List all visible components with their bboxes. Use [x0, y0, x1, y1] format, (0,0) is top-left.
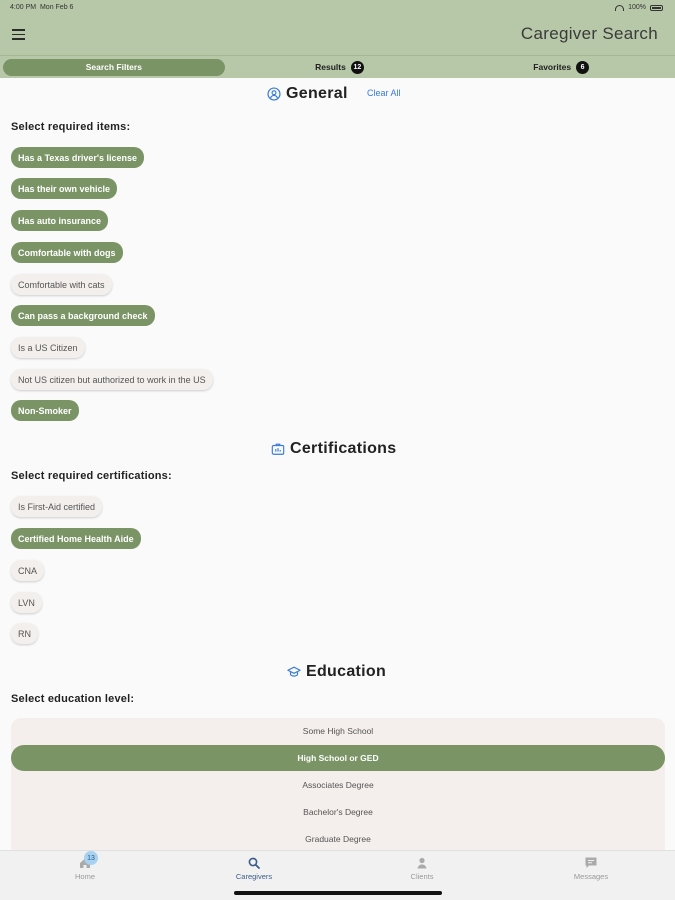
chip-label: CNA: [18, 565, 38, 576]
wifi-icon: [615, 5, 624, 11]
bottom-tab-label: Clients: [410, 872, 434, 881]
option-label: Some High School: [302, 726, 374, 736]
option-label: Graduate Degree: [305, 834, 371, 844]
chip-label: Is First-Aid certified: [18, 501, 96, 512]
general-prompt: Select required items:: [11, 121, 131, 133]
chip-label: Can pass a background check: [18, 310, 148, 321]
filter-chip[interactable]: [11, 369, 213, 390]
education-picker[interactable]: [11, 718, 665, 850]
education-option[interactable]: [11, 826, 665, 850]
tab-label: Search Filters: [85, 62, 142, 72]
section-title: Education: [306, 663, 387, 680]
home-icon: [78, 854, 95, 870]
filter-chip[interactable]: [11, 210, 108, 231]
filters-content[interactable]: [0, 78, 675, 850]
chip-label: Certified Home Health Aide: [18, 533, 134, 544]
education-option[interactable]: [11, 745, 665, 771]
tab-favorites[interactable]: [450, 59, 672, 76]
filter-chip[interactable]: [11, 147, 144, 168]
certifications-prompt: Select required certifications:: [11, 470, 172, 482]
filter-chip[interactable]: [11, 528, 141, 549]
bottom-tab-home[interactable]: [35, 856, 135, 888]
chip-label: RN: [18, 628, 31, 639]
filter-chip[interactable]: [11, 242, 123, 263]
chip-label: LVN: [18, 597, 35, 608]
education-option[interactable]: [11, 799, 665, 825]
tab-search-filters[interactable]: [3, 59, 225, 76]
chip-label: Has a Texas driver's license: [18, 152, 138, 163]
battery-icon: [650, 5, 663, 11]
option-label: Bachelor's Degree: [303, 807, 373, 817]
filter-chip[interactable]: [11, 560, 44, 581]
bottom-tab-clients[interactable]: [372, 856, 472, 888]
search-icon: [247, 856, 261, 870]
chip-label: Non-Smoker: [18, 405, 72, 416]
chip-label: Is a US Citizen: [18, 342, 78, 353]
tab-label: Favorites: [533, 62, 572, 72]
chip-label: Has auto insurance: [18, 215, 102, 226]
filter-chip[interactable]: [11, 496, 102, 517]
option-label: Associates Degree: [302, 780, 374, 790]
education-option[interactable]: [11, 718, 665, 744]
status-time: [10, 4, 73, 11]
section-title: General: [286, 85, 348, 102]
filter-chip[interactable]: [11, 400, 79, 421]
filter-chip[interactable]: [11, 337, 85, 358]
tab-label: Results: [315, 62, 346, 72]
education-prompt: Select education level:: [11, 693, 135, 705]
graduation-cap-icon: [287, 665, 301, 679]
page-title: Caregiver Search: [520, 24, 658, 43]
education-option[interactable]: [11, 772, 665, 798]
chip-label: Comfortable with dogs: [18, 247, 116, 258]
filter-chip[interactable]: [11, 178, 117, 199]
tab-results[interactable]: [229, 59, 451, 76]
home-notification-badge: 13: [84, 851, 98, 865]
chat-icon: [584, 856, 598, 870]
clock: 4:00 PM: [10, 4, 37, 11]
menu-icon[interactable]: [12, 29, 25, 40]
filter-chip[interactable]: [11, 274, 112, 295]
filter-chip[interactable]: [11, 592, 42, 613]
chip-label: Not US citizen but authorized to work in the US: [18, 374, 206, 385]
option-label: High School or GED: [297, 753, 379, 763]
date: Mon Feb 6: [39, 4, 74, 11]
section-title: Certifications: [290, 440, 397, 457]
battery-percent: 100%: [628, 4, 646, 11]
favorites-count-badge: 6: [576, 61, 589, 74]
bottom-tab-label: Caregivers: [235, 872, 273, 881]
results-count-badge: 12: [351, 61, 364, 74]
chip-label: Has their own vehicle: [18, 183, 111, 194]
app-header: [0, 0, 675, 55]
bottom-tab-caregivers[interactable]: [204, 856, 304, 888]
status-indicators: [615, 4, 663, 11]
general-heading: [267, 85, 348, 103]
education-heading: [287, 663, 386, 681]
clear-all-link[interactable]: Clear All: [367, 88, 401, 98]
filter-chip[interactable]: [11, 623, 38, 644]
bottom-tab-messages[interactable]: [541, 856, 641, 888]
chip-label: Comfortable with cats: [18, 279, 105, 290]
segmented-tabs: [0, 55, 675, 78]
certificate-icon: [271, 442, 285, 456]
bottom-tab-label: Messages: [573, 872, 609, 881]
person-icon: [415, 856, 429, 870]
person-circle-icon: [267, 87, 281, 101]
home-indicator: [234, 891, 442, 895]
filter-chip[interactable]: [11, 305, 155, 326]
bottom-tab-label: Home: [74, 872, 95, 881]
certifications-heading: [271, 440, 396, 458]
